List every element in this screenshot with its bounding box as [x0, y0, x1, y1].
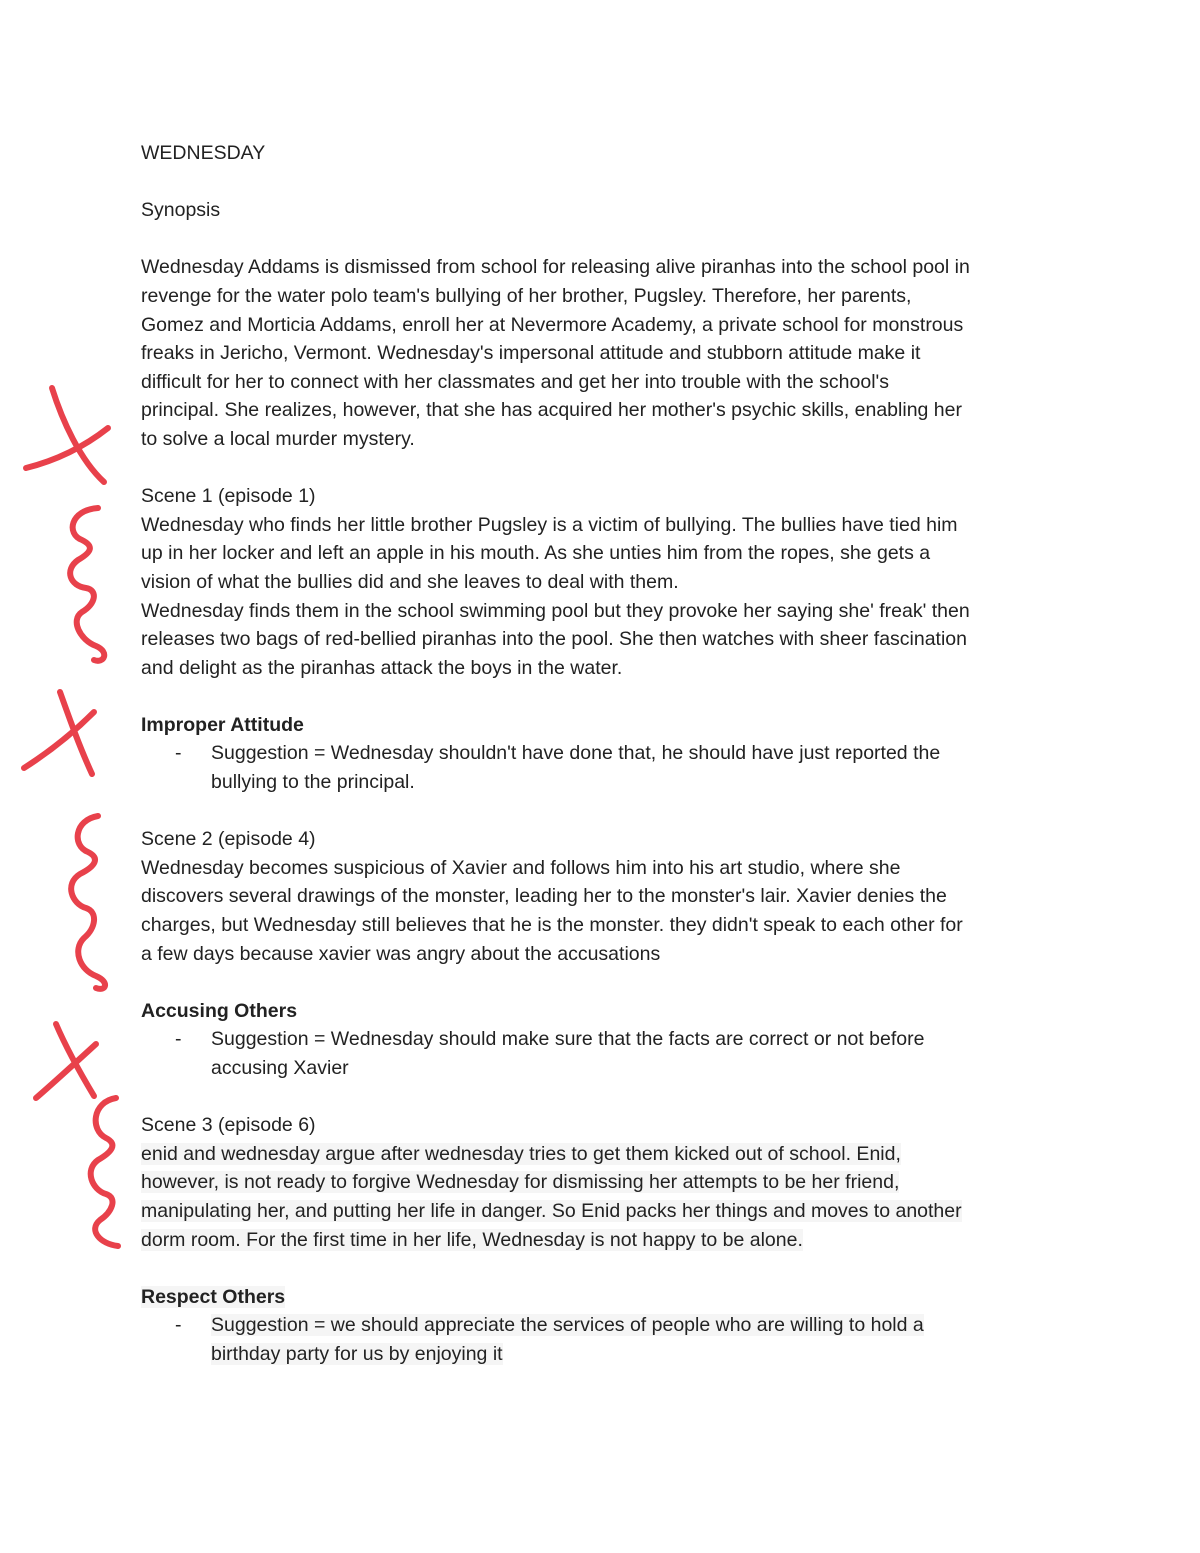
scene-2-heading: Scene 2 (episode 4) — [141, 828, 316, 851]
suggestion-line — [141, 1311, 1066, 1340]
suggestion-text: Suggestion = Wednesday should make sure that the facts are correct or not before — [211, 1028, 925, 1051]
synopsis-paragraph — [141, 253, 1066, 453]
synopsis-line: to solve a local murder mystery. — [141, 427, 415, 450]
scene-3-heading: Scene 3 (episode 6) — [141, 1114, 316, 1137]
annotation-mark-6 — [91, 1098, 118, 1246]
annotation-mark-2 — [70, 508, 104, 661]
suggestion-line — [141, 1054, 1066, 1083]
annotation-mark-4 — [71, 816, 105, 989]
scene-2-line: discovers several drawings of the monster, leading her to the monster's lair. Xavier denies the — [141, 885, 947, 908]
suggestion-line — [141, 768, 1066, 797]
annotation-mark-1 — [26, 388, 108, 482]
synopsis-line: Wednesday Addams is dismissed from school for releasing alive piranhas into the school pool in — [141, 256, 970, 279]
scene-3-line: manipulating her, and putting her life in danger. So Enid packs her things and moves to another — [141, 1199, 962, 1222]
suggestion-text: birthday party for us by enjoying it — [211, 1342, 503, 1365]
scene-2-section — [141, 825, 1066, 1082]
scene-1-line: Wednesday who finds her little brother Pugsley is a victim of bullying. The bullies have tied him — [141, 513, 958, 536]
synopsis-line: freaks in Jericho, Vermont. Wednesday's impersonal attitude and stubborn attitude make it — [141, 342, 921, 365]
scene-2-topic: Accusing Others — [141, 999, 298, 1022]
suggestion-line — [141, 739, 1066, 768]
suggestion-text: Suggestion = Wednesday shouldn't have done that, he should have just reported the — [211, 742, 941, 765]
scene-1-line: up in her locker and left an apple in his mouth. As she unties him from the ropes, she gets a — [141, 542, 931, 565]
document-page — [141, 139, 1066, 1369]
suggestion-text: Suggestion = we should appreciate the services of people who are willing to hold a — [211, 1314, 924, 1337]
bullet-dash: - — [175, 1314, 182, 1337]
scene-3-line: however, is not ready to forgive Wednesday for dismissing her attempts to be her friend, — [141, 1171, 900, 1194]
scene-3-section — [141, 1111, 1066, 1368]
synopsis-line: principal. She realizes, however, that she has acquired her mother's psychic skills, enabling her — [141, 399, 962, 422]
synopsis-line: difficult for her to connect with her classmates and get her into trouble with the school's — [141, 370, 890, 393]
scene-1-heading: Scene 1 (episode 1) — [141, 485, 316, 508]
bullet-dash: - — [175, 1028, 182, 1051]
suggestion-text: accusing Xavier — [211, 1057, 349, 1079]
bullet-dash: - — [175, 742, 182, 765]
scene-3-line: dorm room. For the first time in her life, Wednesday is not happy to be alone. — [141, 1228, 803, 1251]
annotation-mark-3 — [24, 692, 94, 774]
scene-2-line: Wednesday becomes suspicious of Xavier and follows him into his art studio, where she — [141, 856, 901, 879]
scene-1-line: Wednesday finds them in the school swimming pool but they provoke her saying she' freak' then — [141, 599, 970, 622]
scene-3-topic: Respect Others — [141, 1285, 286, 1308]
scene-1-line: vision of what the bullies did and she leaves to deal with them. — [141, 570, 679, 593]
scene-1-topic: Improper Attitude — [141, 713, 304, 736]
scene-2-suggestion — [141, 1025, 1066, 1082]
annotation-mark-5 — [36, 1024, 96, 1098]
scene-1-suggestion — [141, 739, 1066, 796]
scene-3-line: enid and wednesday argue after wednesday tries to get them kicked out of school. Enid, — [141, 1142, 901, 1165]
synopsis-line: revenge for the water polo team's bullying of her brother, Pugsley. Therefore, her parents, — [141, 284, 912, 307]
synopsis-heading: Synopsis — [141, 199, 221, 222]
suggestion-line — [141, 1340, 1066, 1369]
scene-2-line: a few days because xavier was angry about the accusations — [141, 942, 661, 965]
suggestion-text: bullying to the principal. — [211, 771, 415, 794]
suggestion-line — [141, 1025, 1066, 1054]
document-title: WEDNESDAY — [141, 142, 266, 164]
scene-1-line: releases two bags of red-bellied piranhas into the pool. She then watches with sheer fascination — [141, 628, 967, 651]
scene-1-line: and delight as the piranhas attack the boys in the water. — [141, 656, 623, 679]
scene-1-section — [141, 482, 1066, 797]
scene-2-line: charges, but Wednesday still believes that he is the monster. they didn't speak to each other for — [141, 914, 963, 937]
scene-3-suggestion — [141, 1311, 1066, 1368]
synopsis-line: Gomez and Morticia Addams, enroll her at Nevermore Academy, a private school for monstrous — [141, 313, 964, 336]
